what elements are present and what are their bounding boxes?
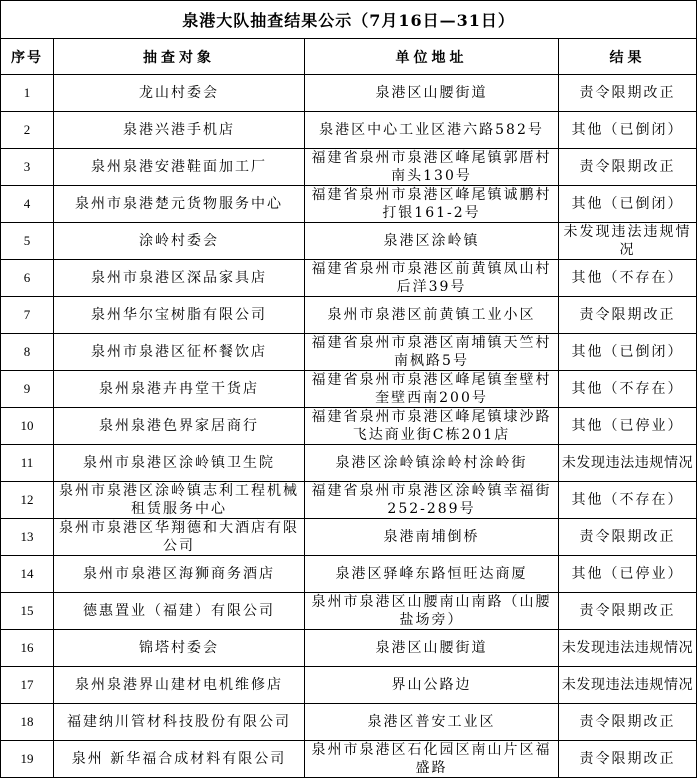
cell-address: 福建省泉州市泉港区前黄镇凤山村后洋39号: [305, 260, 559, 297]
cell-result: 未发现违法违规情况: [559, 223, 697, 260]
table-row: [1, 519, 697, 556]
cell-inspection-target: 泉港兴港手机店: [54, 112, 305, 149]
table-row: [1, 223, 697, 260]
table-row: [1, 741, 697, 778]
cell-serial-number: 8: [1, 334, 54, 371]
cell-address: 泉州市泉港区石化园区南山片区福盛路: [305, 741, 559, 778]
cell-result: 未发现违法违规情况: [559, 667, 697, 704]
table-row: [1, 445, 697, 482]
cell-inspection-target: 龙山村委会: [54, 75, 305, 112]
cell-result: 责令限期改正: [559, 593, 697, 630]
cell-inspection-target: 泉州 新华福合成材料有限公司: [54, 741, 305, 778]
table-row: [1, 149, 697, 186]
cell-address: 福建省泉州市泉港区峰尾镇埭沙路飞达商业街C栋201店: [305, 408, 559, 445]
cell-address: 泉州市泉港区山腰南山南路（山腰盐场旁）: [305, 593, 559, 630]
cell-result: 其他（已停业）: [559, 556, 697, 593]
table-row: [1, 112, 697, 149]
cell-result: 责令限期改正: [559, 741, 697, 778]
cell-address: 泉港区山腰街道: [305, 630, 559, 667]
cell-inspection-target: 泉州泉港卉冉堂干货店: [54, 371, 305, 408]
cell-serial-number: 7: [1, 297, 54, 334]
cell-inspection-target: 泉州市泉港区征杯餐饮店: [54, 334, 305, 371]
cell-serial-number: 15: [1, 593, 54, 630]
cell-result: 其他（不存在）: [559, 371, 697, 408]
cell-serial-number: 11: [1, 445, 54, 482]
cell-inspection-target: 泉州泉港界山建材电机维修店: [54, 667, 305, 704]
table-row: [1, 260, 697, 297]
cell-serial-number: 17: [1, 667, 54, 704]
table-row: [1, 371, 697, 408]
cell-result: 其他（已倒闭）: [559, 334, 697, 371]
cell-result: 其他（不存在）: [559, 260, 697, 297]
cell-address: 福建省泉州市泉港区涂岭镇幸福街252-289号: [305, 482, 559, 519]
cell-address: 泉港区中心工业区港六路582号: [305, 112, 559, 149]
cell-inspection-target: 泉州泉港色界家居商行: [54, 408, 305, 445]
cell-result: 其他（已倒闭）: [559, 186, 697, 223]
cell-address: 泉州市泉港区前黄镇工业小区: [305, 297, 559, 334]
cell-address: 界山公路边: [305, 667, 559, 704]
table-row: [1, 593, 697, 630]
cell-serial-number: 6: [1, 260, 54, 297]
cell-inspection-target: 泉州市泉港楚元货物服务中心: [54, 186, 305, 223]
table-row: [1, 482, 697, 519]
table-row: [1, 704, 697, 741]
cell-inspection-target: 泉州市泉港区海狮商务酒店: [54, 556, 305, 593]
cell-serial-number: 9: [1, 371, 54, 408]
table-row: [1, 667, 697, 704]
cell-address: 泉港区涂岭镇: [305, 223, 559, 260]
cell-address: 泉港南埔倒桥: [305, 519, 559, 556]
cell-address: 泉港区山腰街道: [305, 75, 559, 112]
cell-inspection-target: 泉州泉港安港鞋面加工厂: [54, 149, 305, 186]
header-address: 单位地址: [305, 39, 559, 75]
cell-result: 未发现违法违规情况: [559, 630, 697, 667]
cell-address: 泉港区普安工业区: [305, 704, 559, 741]
cell-serial-number: 3: [1, 149, 54, 186]
cell-address: 福建省泉州市泉港区峰尾镇郭厝村南头130号: [305, 149, 559, 186]
cell-serial-number: 5: [1, 223, 54, 260]
cell-serial-number: 16: [1, 630, 54, 667]
cell-address: 福建省泉州市泉港区南埔镇天竺村南枫路5号: [305, 334, 559, 371]
table-row: [1, 75, 697, 112]
cell-serial-number: 12: [1, 482, 54, 519]
header-row: [1, 39, 697, 75]
table-row: [1, 630, 697, 667]
cell-serial-number: 10: [1, 408, 54, 445]
cell-inspection-target: 泉州华尔宝树脂有限公司: [54, 297, 305, 334]
cell-address: 泉港区涂岭镇涂岭村涂岭街: [305, 445, 559, 482]
cell-result: 其他（已停业）: [559, 408, 697, 445]
cell-result: 责令限期改正: [559, 149, 697, 186]
header-serial-number: 序号: [1, 39, 54, 75]
header-inspection-target: 抽查对象: [54, 39, 305, 75]
table-row: [1, 408, 697, 445]
header-result: 结果: [559, 39, 697, 75]
cell-inspection-target: 福建纳川管材科技股份有限公司: [54, 704, 305, 741]
cell-inspection-target: 德惠置业（福建）有限公司: [54, 593, 305, 630]
table-row: [1, 297, 697, 334]
cell-inspection-target: 泉州市泉港区深品家具店: [54, 260, 305, 297]
table-row: [1, 556, 697, 593]
cell-inspection-target: 涂岭村委会: [54, 223, 305, 260]
cell-inspection-target: 泉州市泉港区华翔德和大酒店有限公司: [54, 519, 305, 556]
title-row: [1, 1, 697, 39]
cell-result: 责令限期改正: [559, 75, 697, 112]
cell-result: 其他（已倒闭）: [559, 112, 697, 149]
cell-address: 福建省泉州市泉港区峰尾镇诚鹏村打银161-2号: [305, 186, 559, 223]
cell-inspection-target: 锦塔村委会: [54, 630, 305, 667]
cell-serial-number: 14: [1, 556, 54, 593]
cell-result: 其他（不存在）: [559, 482, 697, 519]
cell-result: 责令限期改正: [559, 297, 697, 334]
cell-serial-number: 2: [1, 112, 54, 149]
cell-serial-number: 18: [1, 704, 54, 741]
cell-serial-number: 1: [1, 75, 54, 112]
table-row: [1, 186, 697, 223]
cell-result: 未发现违法违规情况: [559, 445, 697, 482]
cell-inspection-target: 泉州市泉港区涂岭镇志利工程机械租赁服务中心: [54, 482, 305, 519]
cell-serial-number: 13: [1, 519, 54, 556]
cell-inspection-target: 泉州市泉港区涂岭镇卫生院: [54, 445, 305, 482]
cell-address: 福建省泉州市泉港区峰尾镇奎壁村奎壁西南200号: [305, 371, 559, 408]
cell-serial-number: 4: [1, 186, 54, 223]
cell-address: 泉港区驿峰东路恒旺达商厦: [305, 556, 559, 593]
table-row: [1, 334, 697, 371]
cell-serial-number: 19: [1, 741, 54, 778]
cell-result: 责令限期改正: [559, 519, 697, 556]
cell-result: 责令限期改正: [559, 704, 697, 741]
table-title: 泉港大队抽查结果公示（7月16日—31日）: [1, 1, 697, 39]
